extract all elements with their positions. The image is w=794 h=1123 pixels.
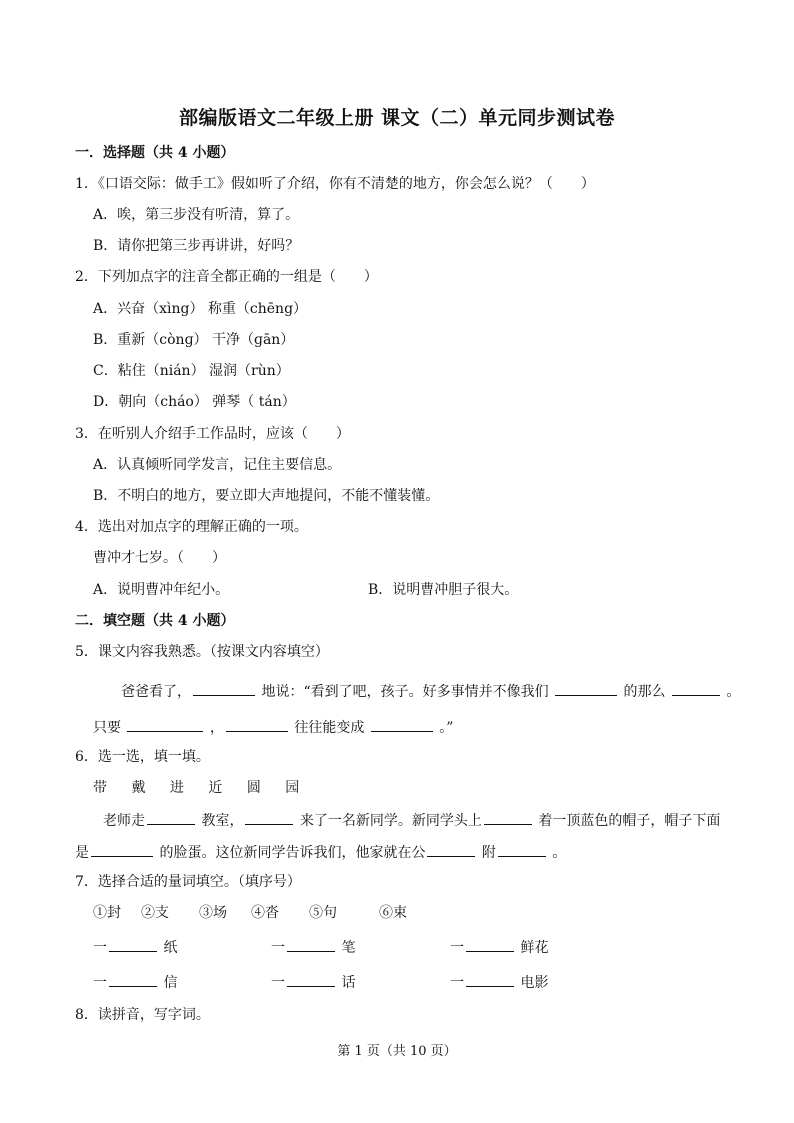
q7-yi: 一: [271, 940, 285, 956]
answer-blank[interactable]: [109, 937, 157, 952]
q6-line1: [103, 810, 720, 830]
character: 园: [285, 780, 300, 796]
q3-option-b: B．不明白的地方，要立即大声地提问，不能不懂装懂。: [93, 488, 440, 504]
q5-text: ，: [209, 720, 224, 736]
answer-blank[interactable]: [672, 681, 720, 696]
q4-sentence: 曹冲才七岁。（ ）: [93, 550, 226, 566]
answer-blank[interactable]: [466, 937, 514, 952]
q6-line2: [75, 842, 566, 862]
measure-word-option: ②支: [141, 905, 169, 921]
q5-text: 爸爸看了，: [121, 684, 191, 700]
q7-measure-words: [93, 904, 407, 922]
character: 戴: [131, 780, 146, 796]
answer-blank[interactable]: [287, 937, 335, 952]
measure-word-option: ④沓: [251, 905, 279, 921]
q1-option-b: B．请你把第三步再讲讲，好吗？: [93, 238, 300, 254]
q5-text: 地说：“看到了吧，孩子。好多事情并不像我们: [261, 684, 549, 700]
q5-text: 的那么: [623, 684, 666, 700]
q7-stem: 7．选择合适的量词填空。（填序号）: [75, 874, 301, 890]
q2-option-a: A．兴奋（xìng） 称重（chēng）: [93, 301, 308, 317]
q7-yi: 一: [450, 975, 464, 991]
q2-option-c: C．粘住（nián） 湿润（rùn）: [93, 363, 290, 379]
q7-yi: 一: [450, 940, 464, 956]
q7-row1-item: [271, 937, 355, 957]
q6-character-bank: [93, 779, 319, 797]
q5-text: 往往能变成: [294, 720, 365, 736]
measure-word-option: ⑥束: [379, 905, 407, 921]
q7-yi: 一: [93, 940, 107, 956]
q7-noun: 信: [163, 975, 178, 991]
answer-blank[interactable]: [91, 842, 153, 857]
q4-option-a: A．说明曹冲年纪小。: [93, 582, 230, 598]
q7-row1-item: [93, 937, 177, 957]
answer-blank[interactable]: [109, 972, 157, 987]
measure-word-option: ⑤句: [309, 905, 337, 921]
q5-line2: [93, 717, 453, 737]
q6-text: 的脸蛋。这位新同学告诉我们，他家就在公: [159, 845, 426, 861]
answer-blank[interactable]: [287, 972, 335, 987]
q5-text: 只要: [93, 720, 121, 736]
answer-blank[interactable]: [147, 810, 195, 825]
answer-blank[interactable]: [498, 842, 546, 857]
character: 进: [169, 780, 184, 796]
q7-row2-item: [271, 972, 355, 992]
section-fill-heading: 二．填空题（共 4 小题）: [75, 613, 235, 629]
q7-noun: 笔: [341, 940, 356, 956]
measure-word-option: ①封: [93, 905, 121, 921]
q1-stem: 1．《口语交际：做手工》假如听了介绍，你有不清楚的地方，你会怎么说？（ ）: [75, 176, 595, 192]
q6-text: 是: [75, 845, 89, 861]
q2-option-b: B．重新（cònɡ） 干净（ɡān）: [93, 332, 295, 348]
answer-blank[interactable]: [555, 681, 617, 696]
q7-row2-item: [450, 972, 548, 992]
q6-text: 。: [552, 845, 567, 861]
q4-stem: 4．选出对加点字的理解正确的一项。: [75, 519, 308, 535]
q2-option-d: D．朝向（cháo） 弹琴（ tán）: [93, 394, 296, 410]
q7-noun: 纸: [163, 940, 178, 956]
measure-word-option: ③场: [199, 905, 227, 921]
character: 近: [208, 780, 223, 796]
q7-noun: 电影: [520, 975, 549, 991]
q8-stem: 8．读拼音，写字词。: [75, 1007, 210, 1023]
q7-yi: 一: [271, 975, 285, 991]
answer-blank[interactable]: [127, 717, 203, 732]
q5-line1: [121, 681, 740, 701]
q7-row1-item: [450, 937, 548, 957]
q6-text: 附: [481, 845, 496, 861]
answer-blank[interactable]: [484, 810, 532, 825]
character: 圆: [246, 780, 261, 796]
q3-option-a: A．认真倾听同学发言，记住主要信息。: [93, 457, 342, 473]
answer-blank[interactable]: [371, 717, 433, 732]
q7-row2-item: [93, 972, 177, 992]
q6-text: 着一顶蓝色的帽子，帽子下面: [538, 813, 721, 829]
q6-text: 来了一名新同学。新同学头上: [299, 813, 482, 829]
character: 带: [93, 780, 107, 796]
q5-stem: 5．课文内容我熟悉。（按课文内容填空）: [75, 644, 329, 660]
page-footer: 第 1 页（共 10 页）: [337, 1044, 457, 1059]
answer-blank[interactable]: [226, 717, 288, 732]
q5-text: 。”: [439, 720, 454, 736]
q6-stem: 6．选一选，填一填。: [75, 749, 210, 765]
q7-noun: 鲜花: [520, 940, 549, 956]
q7-yi: 一: [93, 975, 107, 991]
answer-blank[interactable]: [427, 842, 475, 857]
q2-stem: 2．下列加点字的注音全都正确的一组是（ ）: [75, 269, 378, 285]
answer-blank[interactable]: [466, 972, 514, 987]
q6-text: 老师走: [103, 813, 145, 829]
q4-option-b: B．说明曹冲胆子很大。: [368, 582, 519, 598]
page-title: 部编版语文二年级上册 课文（二）单元同步测试卷: [178, 107, 616, 129]
section-choice-heading: 一．选择题（共 4 小题）: [75, 145, 235, 161]
q3-stem: 3．在听别人介绍手工作品时，应该（ ）: [75, 426, 350, 442]
answer-blank[interactable]: [193, 681, 255, 696]
q7-noun: 话: [341, 975, 356, 991]
answer-blank[interactable]: [245, 810, 293, 825]
q6-text: 教室，: [201, 813, 244, 829]
q1-option-a: A．唉，第三步没有听清，算了。: [93, 207, 300, 223]
q5-text: 。: [726, 684, 741, 700]
